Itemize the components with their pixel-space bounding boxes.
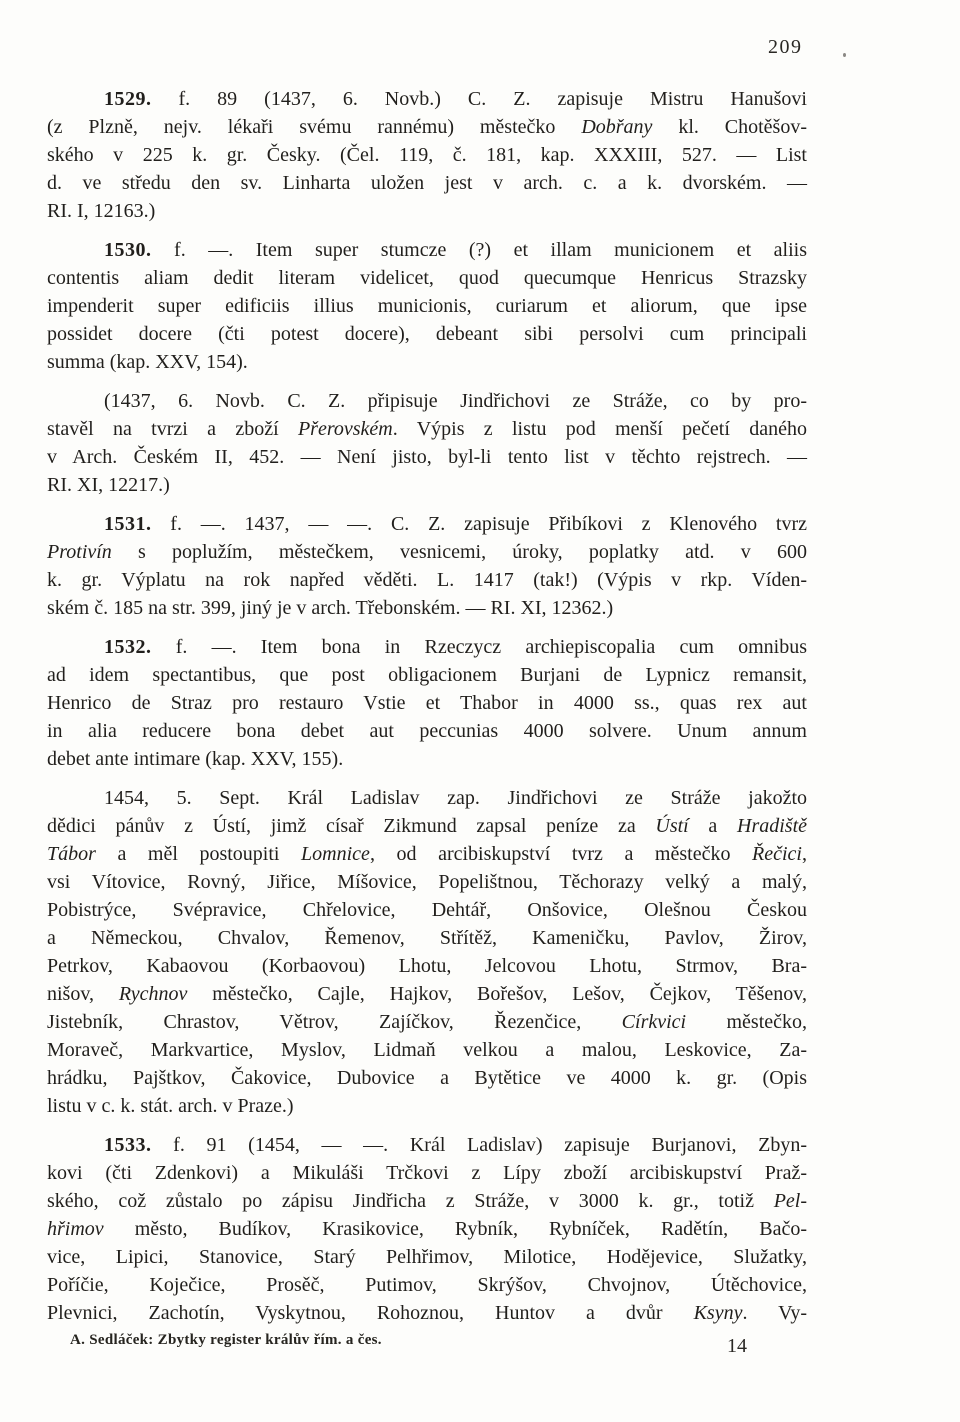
text-line: Plevnici, Zachotín, Vyskytnou, Rohoznou, Huntov a dvůr Ksyny. Vy-: [47, 1302, 807, 1324]
entry-1530: [47, 236, 807, 376]
text-line: 1529. f. 89 (1437, 6. Novb.) C. Z. zapisuje Mistru Hanušovi: [104, 88, 807, 110]
text-line: Pobistrýce, Svépravice, Chřelovice, Dehtář, Onšovice, Olešnou Českou: [47, 899, 807, 921]
sheet-number: 14: [727, 1335, 747, 1357]
text-line: kovi (čti Zdenkovi) a Mikuláši Trčkovi z Lípy zboží arcibiskupství Praž-: [47, 1162, 807, 1184]
text-line: 1531. f. —. 1437, — —. C. Z. zapisuje Přibíkovi z Klenového tvrz: [104, 513, 807, 535]
text-line: possidet docere (čti potest docere), debeant sibi persolvi cum principali: [47, 323, 807, 345]
text-line: contentis aliam dedit literam videlicet, quod quecumque Henricus Strazsky: [47, 267, 807, 289]
entry-1532-note-1454: [47, 784, 807, 1120]
entry-1529: [47, 85, 807, 225]
page-number: 209: [768, 36, 803, 58]
text-line: Henrico de Straz pro restauro Vstie et Thabor in 4000 ss., quas rex aut: [47, 692, 807, 714]
text-line: summa (kap. XXV, 154).: [47, 351, 248, 373]
text-line: ského v 225 k. gr. Česky. (Čel. 119, č. 181, kap. XXXIII, 527. — List: [47, 144, 807, 166]
text-line: Poříčie, Koječice, Prosěč, Putimov, Skrýšov, Chvojnov, Útěchovice,: [47, 1274, 807, 1296]
text-line: Protivín s poplužím, městečkem, vesnicemi, úroky, poplatky atd. v 600: [47, 541, 807, 563]
text-line: Petrkov, Kabaovou (Korbaovou) Lhotu, Jelcovou Lhotu, Strmov, Bra-: [47, 955, 807, 977]
entry-1532: [47, 633, 807, 773]
text-line: debet ante intimare (kap. XXV, 155).: [47, 748, 344, 770]
text-line: nišov, Rychnov městečko, Cajle, Hajkov, Bořešov, Lešov, Čejkov, Těšenov,: [47, 983, 807, 1005]
page-body: [47, 85, 807, 1327]
text-line: 1533. f. 91 (1454, — —. Král Ladislav) zapisuje Burjanovi, Zbyn-: [104, 1134, 807, 1156]
text-line: Moraveč, Markvartice, Myslov, Lidmaň velkou a malou, Leskovice, Za-: [47, 1039, 807, 1061]
footer-signature: A. Sedláček: Zbytky register králův řím. a čes.: [70, 1332, 382, 1348]
text-line: hřimov město, Budíkov, Krasikovice, Rybník, Rybníček, Radětín, Bačo-: [47, 1218, 807, 1240]
text-line: ad idem spectantibus, que post obligacionem Burjani de Lypnicz remansit,: [47, 664, 807, 686]
entry-1533: [47, 1131, 807, 1327]
text-line: dědici pánův z Ústí, jimž císař Zikmund zapsal peníze za Ústí a Hradiště: [47, 815, 807, 837]
text-line: d. ve středu den sv. Linharta uložen jest v arch. c. a k. dvorském. —: [47, 172, 807, 194]
text-line: RI. XI, 12217.): [47, 474, 170, 496]
text-line: k. gr. Výplatu na rok napřed věděti. L. 1417 (tak!) (Výpis v rkp. Víden-: [47, 569, 807, 591]
text-line: hrádku, Pajštkov, Čakovice, Dubovice a Bytětice ve 4000 k. gr. (Opis: [47, 1067, 807, 1089]
text-line: 1454, 5. Sept. Král Ladislav zap. Jindřichovi ze Stráže jakožto: [104, 787, 807, 809]
text-line: v Arch. Českém II, 452. — Není jisto, byl-li tento list v těchto rejstrech. —: [47, 446, 807, 468]
entry-1530-note: [47, 387, 807, 499]
text-line: 1532. f. —. Item bona in Rzeczycz archiepiscopalia cum omnibus: [104, 636, 807, 658]
text-line: vsi Vítovice, Rovný, Jiřice, Míšovice, Popelištnou, Těchorazy velký a malý,: [47, 871, 807, 893]
text-line: (z Plzně, nejv. lékaři svému rannému) městečko Dobřany kl. Chotěšov-: [47, 116, 807, 138]
text-line: (1437, 6. Novb. C. Z. připisuje Jindřichovi ze Stráže, co by pro-: [104, 390, 807, 412]
text-line: RI. I, 12163.): [47, 200, 156, 222]
text-line: ském č. 185 na str. 399, jiný je v arch. Třebonském. — RI. XI, 12362.): [47, 597, 614, 619]
text-line: a Německou, Chvalov, Řemenov, Střítěž, Kameničku, Pavlov, Žirov,: [47, 927, 807, 949]
text-line: ského, což zůstalo po zápisu Jindřicha z Stráže, v 3000 k. gr., totiž Pel-: [47, 1190, 807, 1212]
text-line: vice, Lipici, Stanovice, Starý Pelhřimov, Milotice, Hodějevice, Služatky,: [47, 1246, 807, 1268]
text-line: Jistebník, Chrastov, Větrov, Zajíčkov, Řezenčice, Církvici městečko,: [47, 1011, 807, 1033]
scan-speck: [843, 53, 846, 57]
text-line: Tábor a měl postoupiti Lomnice, od arcibiskupství tvrz a městečko Řečici,: [47, 843, 807, 865]
text-line: impenderit super edificiis illius municionis, curiarum et aliorum, que ipse: [47, 295, 807, 317]
entry-1531: [47, 510, 807, 622]
text-line: stavěl na tvrzi a zboží Přerovském. Výpis z listu pod menší pečetí daného: [47, 418, 807, 440]
text-line: listu v c. k. stát. arch. v Praze.): [47, 1095, 294, 1117]
text-line: 1530. f. —. Item super stumcze (?) et illam municionem et aliis: [104, 239, 807, 261]
text-line: in alia reducere bona debet aut peccunias 4000 solvere. Unum annum: [47, 720, 807, 742]
